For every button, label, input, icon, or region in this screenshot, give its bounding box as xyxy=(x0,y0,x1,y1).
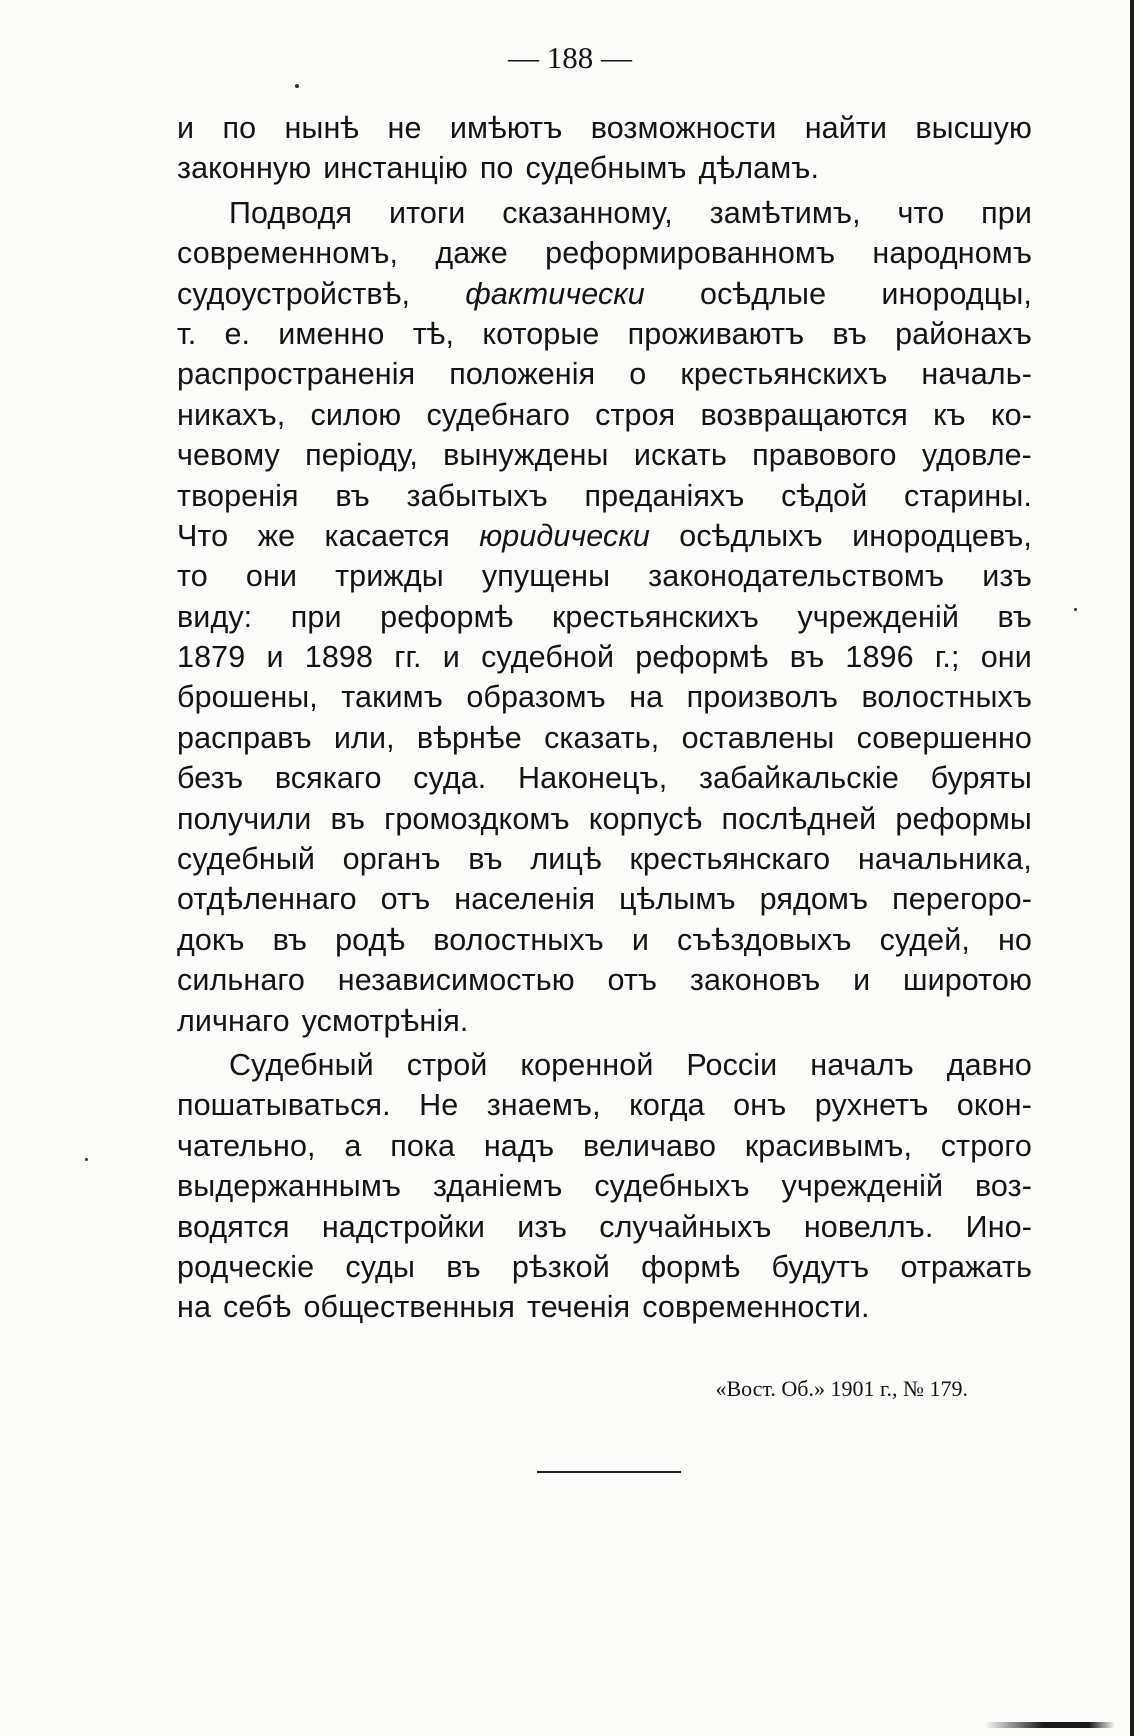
word: но xyxy=(997,922,1032,957)
word: по xyxy=(479,151,514,186)
text-line xyxy=(177,1045,1032,1085)
word: будутъ xyxy=(771,1249,870,1284)
word: началъ xyxy=(810,1047,914,1082)
word: при xyxy=(981,195,1032,230)
word: лицѣ xyxy=(530,842,602,877)
word: оставлены xyxy=(681,720,835,755)
word: отъ xyxy=(607,963,658,998)
scan-speck xyxy=(85,1158,88,1161)
word: законодательствомъ xyxy=(648,559,945,594)
word: забытыхъ xyxy=(406,478,548,513)
word: надъ xyxy=(483,1128,555,1163)
word: преданіяхъ xyxy=(584,478,745,513)
word: возвращаются xyxy=(700,397,908,432)
word: реформированномъ xyxy=(545,236,836,271)
word: современности. xyxy=(642,1290,870,1325)
word: въ xyxy=(272,922,308,957)
word: сказать, xyxy=(544,720,660,755)
word: въ xyxy=(330,801,365,836)
word: и xyxy=(177,111,195,145)
word: начальника, xyxy=(857,842,1032,877)
word: реформѣ xyxy=(635,640,769,675)
text-line xyxy=(177,1001,1032,1041)
word: въ xyxy=(446,1249,481,1284)
word: фактически xyxy=(465,276,645,311)
word: въ xyxy=(335,478,370,513)
word: по xyxy=(222,111,257,145)
text-line xyxy=(177,108,1032,148)
word: 1879 xyxy=(177,640,246,675)
word: красивымъ, xyxy=(744,1128,913,1163)
word: удовле- xyxy=(921,438,1032,473)
word: пока xyxy=(390,1128,456,1163)
word: брошены, xyxy=(177,680,318,715)
text-line xyxy=(177,718,1032,758)
word: началь- xyxy=(921,357,1032,392)
word: новеллъ. xyxy=(803,1209,934,1244)
word: Судебный xyxy=(229,1047,374,1082)
word: къ xyxy=(933,397,966,432)
word: получили xyxy=(177,801,312,836)
word: они xyxy=(980,640,1032,675)
word: 1898 xyxy=(304,640,374,675)
word: отдѣленнаго xyxy=(177,882,357,917)
word: выдержаннымъ xyxy=(177,1169,402,1204)
word: широтою xyxy=(903,963,1032,998)
text-line xyxy=(177,1207,1032,1247)
word: произволъ xyxy=(686,680,839,715)
word: итоги xyxy=(389,195,466,230)
word: т. xyxy=(177,316,197,351)
word: именно xyxy=(278,316,385,351)
word: замѣтимъ, xyxy=(709,195,861,230)
text-line xyxy=(177,1166,1032,1206)
word: родѣ xyxy=(335,922,406,957)
page-edge-shadow xyxy=(1130,0,1134,1736)
word: и xyxy=(631,922,650,957)
word: Ино- xyxy=(965,1209,1032,1244)
text-line xyxy=(177,354,1032,394)
word: себѣ xyxy=(223,1290,292,1325)
word: совершенно xyxy=(856,720,1032,755)
source-citation: «Вост. Об.» 1901 г., № 179. xyxy=(715,1376,968,1401)
word: 1896 xyxy=(845,640,914,675)
word: отражать xyxy=(900,1249,1032,1284)
word: Наконецъ, xyxy=(518,761,668,796)
word: судебнаго xyxy=(426,397,570,432)
word: учрежденій xyxy=(797,599,959,634)
word: усмотрѣнія. xyxy=(301,1003,469,1038)
word: правового xyxy=(752,438,897,473)
word: законную xyxy=(177,151,312,186)
word: они xyxy=(245,559,298,594)
word: судебный xyxy=(177,842,315,877)
word: положенія xyxy=(449,357,596,392)
text-line xyxy=(177,233,1032,273)
word: Россіи xyxy=(686,1047,778,1082)
scan-speck xyxy=(1074,608,1077,611)
text-line xyxy=(177,677,1032,717)
word: инстанцію xyxy=(323,151,468,186)
word: личнаго xyxy=(177,1003,290,1038)
word: судей, xyxy=(879,922,970,957)
word: окон- xyxy=(956,1088,1032,1123)
word: рухнетъ xyxy=(814,1088,929,1123)
text-line xyxy=(177,193,1032,233)
text-line xyxy=(177,274,1032,314)
word: имѣютъ xyxy=(449,111,563,145)
word: въ xyxy=(468,842,503,877)
word: давно xyxy=(946,1047,1032,1082)
text-line xyxy=(177,556,1032,596)
word: сильнаго xyxy=(177,963,305,998)
text-line xyxy=(177,148,1032,188)
word: перегоро- xyxy=(892,882,1032,917)
word: о xyxy=(629,357,647,392)
word: населенія xyxy=(454,882,596,917)
word: реформы xyxy=(895,801,1032,836)
word: на xyxy=(177,1290,212,1325)
word: и xyxy=(853,963,871,998)
word: забайкальскіе xyxy=(698,761,899,796)
word: найти xyxy=(804,111,888,145)
word: волостныхъ xyxy=(861,680,1032,715)
word: буряты xyxy=(930,761,1032,796)
word: строй xyxy=(406,1047,488,1082)
text-line xyxy=(177,476,1032,516)
word: въ xyxy=(997,599,1032,634)
word: судоустройствѣ, xyxy=(177,276,411,311)
word: и xyxy=(266,640,284,675)
word: рядомъ xyxy=(759,882,869,917)
word: силою xyxy=(310,397,402,432)
word: безъ xyxy=(177,761,244,796)
word: г.; xyxy=(934,640,960,675)
word: виду: xyxy=(177,599,253,634)
text-line xyxy=(177,799,1032,839)
word: юридически xyxy=(479,518,650,553)
word: творенія xyxy=(177,478,299,513)
word: сѣдой xyxy=(781,478,868,513)
word: такимъ xyxy=(341,680,443,715)
word: онъ xyxy=(733,1088,787,1123)
word: всякаго xyxy=(274,761,382,796)
word: высшую xyxy=(915,111,1032,145)
word: знаемъ, xyxy=(486,1088,601,1123)
text-line xyxy=(177,395,1032,435)
word: громоздкомъ xyxy=(384,801,570,836)
word: водятся xyxy=(177,1209,290,1244)
word: судебной xyxy=(481,640,615,675)
word: никахъ, xyxy=(177,397,286,432)
word: крестьянскихъ xyxy=(680,357,888,392)
word: не xyxy=(387,111,422,145)
word: Не xyxy=(419,1088,459,1123)
word: е. xyxy=(224,316,251,351)
word: районахъ xyxy=(895,316,1032,351)
word: цѣлымъ xyxy=(619,882,736,917)
word: съѣздовыхъ xyxy=(677,922,852,957)
word: надстройки xyxy=(321,1209,486,1244)
word: корпусѣ xyxy=(588,801,703,836)
word: распространенія xyxy=(177,357,416,392)
text-line xyxy=(177,597,1032,637)
word: послѣдней xyxy=(721,801,877,836)
word: инородцевъ, xyxy=(852,518,1032,553)
word: тѣ, xyxy=(412,316,455,351)
word: что xyxy=(897,195,945,230)
text-line xyxy=(177,1247,1032,1287)
word: искать xyxy=(633,438,727,473)
word: осѣдлые xyxy=(700,276,827,311)
word: при xyxy=(290,599,342,634)
text-line xyxy=(177,1287,1032,1327)
word: рѣзкой xyxy=(511,1249,610,1284)
word: пошатываться. xyxy=(177,1088,391,1123)
text-line xyxy=(177,960,1032,1000)
word: Что xyxy=(177,518,229,553)
word: періоду, xyxy=(305,438,418,473)
text-line xyxy=(177,839,1032,879)
word: суды xyxy=(345,1249,415,1284)
text-line xyxy=(177,1126,1032,1166)
word: строго xyxy=(940,1128,1032,1163)
text-line xyxy=(177,314,1032,354)
word: волостныхъ xyxy=(433,922,604,957)
end-rule xyxy=(537,1471,681,1473)
word: реформѣ xyxy=(380,599,514,634)
text-line xyxy=(177,516,1032,556)
word: изъ xyxy=(517,1209,568,1244)
scan-speck xyxy=(295,84,299,88)
word: на xyxy=(629,680,664,715)
text-line xyxy=(177,758,1032,798)
word: проживаютъ xyxy=(627,316,805,351)
word: теченія xyxy=(526,1290,631,1325)
word: вѣрнѣе xyxy=(416,720,522,755)
word: а xyxy=(344,1128,362,1163)
word: суда. xyxy=(413,761,487,796)
text-line xyxy=(177,1085,1032,1125)
word: случайныхъ xyxy=(599,1209,772,1244)
word: вынуждены xyxy=(443,438,609,473)
word: независимостью xyxy=(337,963,575,998)
text-line xyxy=(177,879,1032,919)
text-line xyxy=(177,637,1032,677)
word: касается xyxy=(324,518,450,553)
word: современномъ, xyxy=(177,236,399,271)
word: гг. xyxy=(394,640,422,675)
word: ко- xyxy=(990,397,1032,432)
word: законовъ xyxy=(689,963,821,998)
word: то xyxy=(177,559,208,594)
word: коренной xyxy=(520,1047,654,1082)
word: когда xyxy=(629,1088,705,1123)
word: крестьянскихъ xyxy=(551,599,759,634)
word: величаво xyxy=(582,1128,717,1163)
word: образомъ xyxy=(466,680,606,715)
text-line xyxy=(177,435,1032,475)
word: старины. xyxy=(904,478,1032,513)
word: учрежденій xyxy=(781,1169,944,1204)
word: и xyxy=(442,640,460,675)
word: воз- xyxy=(974,1169,1032,1204)
word: упущены xyxy=(481,559,611,594)
word: которые xyxy=(482,316,600,351)
word: въ xyxy=(832,316,867,351)
word: нынѣ xyxy=(284,111,360,145)
body-text xyxy=(177,108,1032,1328)
page-number: — 188 — xyxy=(508,40,632,75)
scan-corner-mark xyxy=(985,1722,1115,1728)
word: судебныхъ xyxy=(594,1169,750,1204)
word: строя xyxy=(595,397,676,432)
word: чевому xyxy=(177,438,280,473)
word: отъ xyxy=(380,882,431,917)
word: возможности xyxy=(590,111,777,145)
word: трижды xyxy=(335,559,444,594)
word: формѣ xyxy=(641,1249,741,1284)
word: общественныя xyxy=(303,1290,515,1325)
word: дѣламъ. xyxy=(698,151,820,186)
word: чательно, xyxy=(177,1128,316,1163)
word: Подводя xyxy=(229,195,353,230)
word: органъ xyxy=(342,842,441,877)
text-line xyxy=(177,920,1032,960)
word: крестьянскаго xyxy=(629,842,831,877)
word: инородцы, xyxy=(881,276,1032,311)
word: расправъ xyxy=(177,720,312,755)
word: осѣдлыхъ xyxy=(679,518,823,553)
word: въ xyxy=(789,640,825,675)
word: даже xyxy=(435,236,508,271)
word: зданіемъ xyxy=(432,1169,563,1204)
word: сказанному, xyxy=(502,195,673,230)
word: народномъ xyxy=(872,236,1032,271)
word: судебнымъ xyxy=(525,151,687,186)
word: изъ xyxy=(982,559,1032,594)
word: докъ xyxy=(177,922,245,957)
word: родческіе xyxy=(177,1249,315,1284)
word: или, xyxy=(333,720,395,755)
word: же xyxy=(257,518,296,553)
